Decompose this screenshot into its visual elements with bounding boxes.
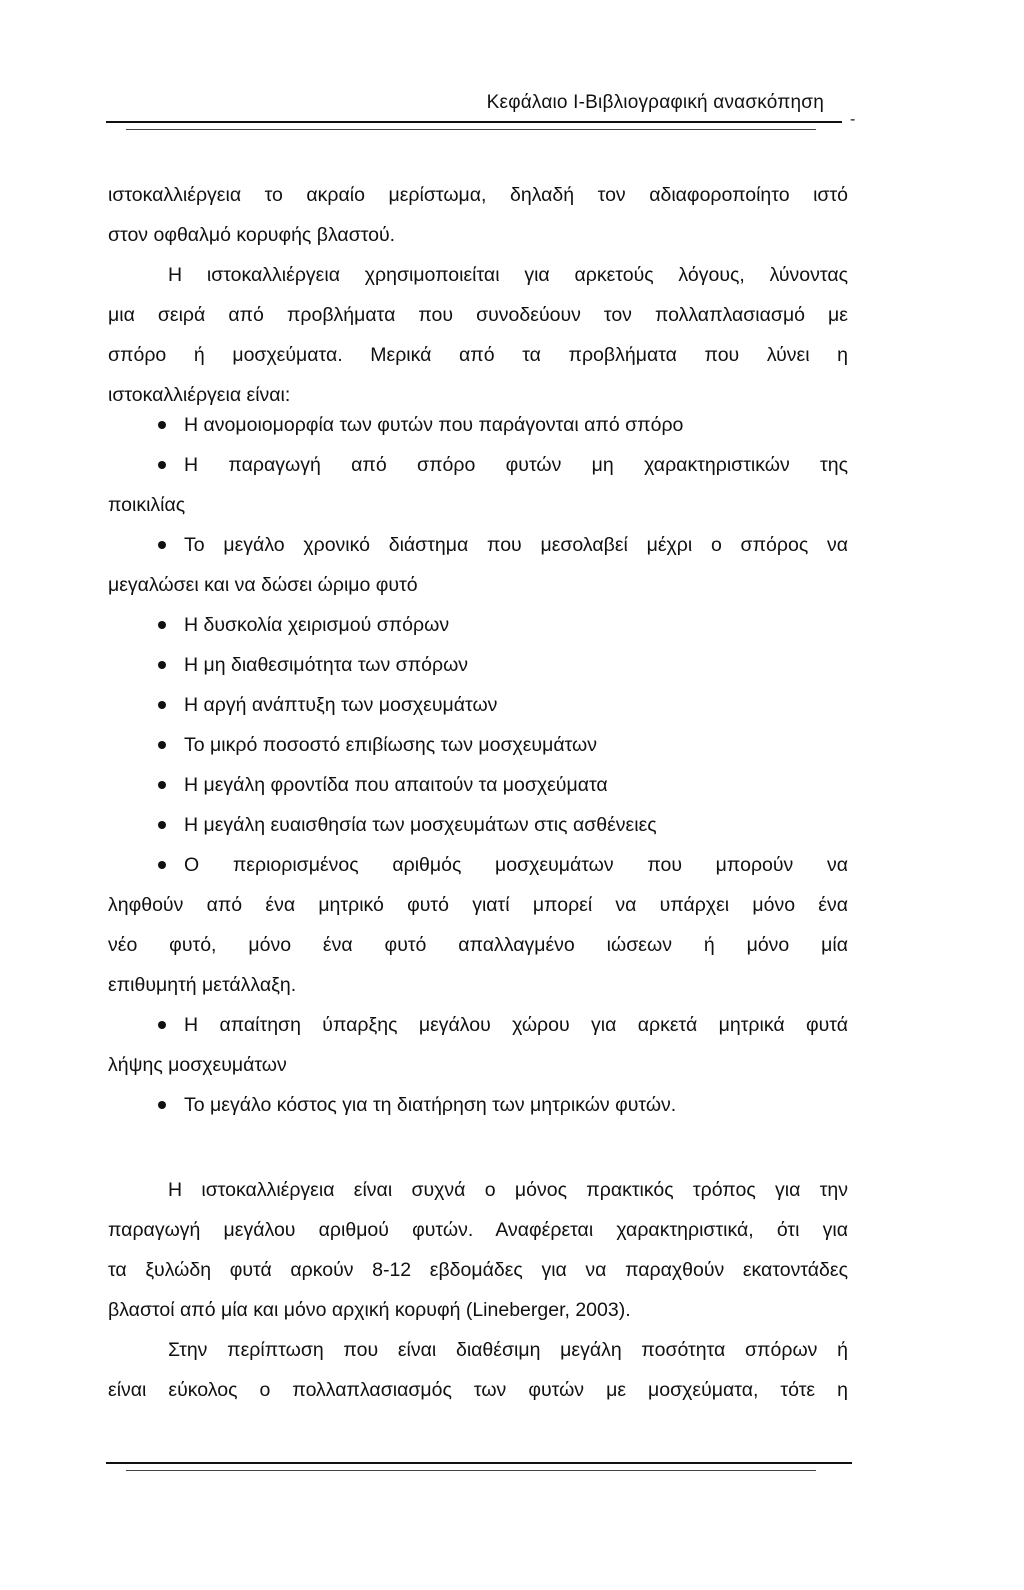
- list-item-text: Η δυσκολία χειρισμού σπόρων: [184, 614, 450, 636]
- text-line: βλαστοί από μία και μόνο αρχική κορυφή (Lineberger, 2003).: [108, 1299, 631, 1321]
- list-item: [108, 525, 848, 605]
- text-line: σπόρο ή μοσχεύματα. Μερικά από τα προβλήματα που λύνει η: [108, 344, 848, 366]
- bullet-icon: [158, 621, 166, 629]
- list-item: [108, 1005, 848, 1085]
- problems-list: [108, 405, 848, 1125]
- text-line: Η ιστοκαλλιέργεια χρησιμοποιείται για αρκετούς λόγους, λύνοντας: [168, 264, 848, 286]
- closing-paragraph: [108, 1170, 848, 1410]
- text-line: τα ξυλώδη φυτά αρκούν 8-12 εβδομάδες για να παραχθούν εκατοντάδες: [108, 1259, 848, 1281]
- bullet-icon: [158, 781, 166, 789]
- list-item-text: ποικιλίας: [108, 494, 186, 516]
- running-header: Κεφάλαιο Ι-Βιβλιογραφική ανασκόπηση: [486, 92, 824, 113]
- list-item: [108, 845, 848, 1005]
- bullet-icon: [158, 1021, 166, 1029]
- list-item: [108, 685, 848, 725]
- list-item: [108, 805, 848, 845]
- list-item: [108, 645, 848, 685]
- list-item-text: ληφθούν από ένα μητρικό φυτό γιατί μπορεί να υπάρχει μόνο ένα: [108, 894, 848, 916]
- intro-paragraph: [108, 175, 848, 415]
- header-rule: [106, 121, 842, 123]
- bullet-icon: [158, 701, 166, 709]
- list-item: [108, 405, 848, 445]
- list-item-text: Η απαίτηση ύπαρξης μεγάλου χώρου για αρκετά μητρικά φυτά: [184, 1014, 848, 1036]
- bullet-icon: [158, 1101, 166, 1109]
- header-ornament: ‐: [850, 111, 856, 128]
- text-line: ιστοκαλλιέργεια το ακραίο μερίστωμα, δηλαδή τον αδιαφοροποίητο ιστό: [108, 184, 848, 206]
- list-item-text: Η παραγωγή από σπόρο φυτών μη χαρακτηριστικών της: [184, 454, 848, 476]
- text-line: Στην περίπτωση που είναι διαθέσιμη μεγάλη ποσότητα σπόρων ή: [168, 1339, 848, 1361]
- text-line: Η ιστοκαλλιέργεια είναι συχνά ο μόνος πρακτικός τρόπος για την: [168, 1179, 848, 1201]
- footer-rule-thin: [126, 1470, 816, 1471]
- list-item: [108, 725, 848, 765]
- text-line: μια σειρά από προβλήματα που συνοδεύουν τον πολλαπλασιασμό με: [108, 304, 848, 326]
- list-item-text: επιθυμητή μετάλλαξη.: [108, 974, 297, 996]
- list-item-text: Το μικρό ποσοστό επιβίωσης των μοσχευμάτων: [184, 734, 597, 756]
- text-line: στον οφθαλμό κορυφής βλαστού.: [108, 224, 396, 246]
- list-item: [108, 1085, 848, 1125]
- header-rule-thin: [126, 129, 816, 130]
- bullet-icon: [158, 661, 166, 669]
- bullet-icon: [158, 461, 166, 469]
- list-item-text: νέο φυτό, μόνο ένα φυτό απαλλαγμένο ιώσεων ή μόνο μία: [108, 934, 848, 956]
- list-item: [108, 605, 848, 645]
- list-item: [108, 445, 848, 525]
- bullet-icon: [158, 821, 166, 829]
- list-item-text: μεγαλώσει και να δώσει ώριμο φυτό: [108, 574, 418, 596]
- list-item-text: Η ανομοιομορφία των φυτών που παράγονται από σπόρο: [184, 414, 684, 436]
- list-item: [108, 765, 848, 805]
- list-item-text: Ο περιορισμένος αριθμός μοσχευμάτων που μπορούν να: [184, 854, 848, 876]
- text-line: είναι εύκολος ο πολλαπλασιασμός των φυτών με μοσχεύματα, τότε η: [108, 1379, 848, 1401]
- text-line: παραγωγή μεγάλου αριθμού φυτών. Αναφέρεται χαρακτηριστικά, ότι για: [108, 1219, 848, 1241]
- list-item-text: Η μη διαθεσιμότητα των σπόρων: [184, 654, 469, 676]
- bullet-icon: [158, 741, 166, 749]
- bullet-icon: [158, 861, 166, 869]
- bullet-icon: [158, 541, 166, 549]
- list-item-text: Η μεγάλη φροντίδα που απαιτούν τα μοσχεύματα: [184, 774, 608, 796]
- footer-rule: [106, 1462, 852, 1464]
- list-item-text: Η μεγάλη ευαισθησία των μοσχευμάτων στις ασθένειες: [184, 814, 657, 836]
- list-item-text: Η αργή ανάπτυξη των μοσχευμάτων: [184, 694, 498, 716]
- list-item-text: λήψης μοσχευμάτων: [108, 1054, 287, 1076]
- text-line: ιστοκαλλιέργεια είναι:: [108, 384, 291, 406]
- list-item-text: Το μεγάλο χρονικό διάστημα που μεσολαβεί μέχρι ο σπόρος να: [184, 534, 848, 556]
- list-item-text: Το μεγάλο κόστος για τη διατήρηση των μητρικών φυτών.: [184, 1094, 677, 1116]
- bullet-icon: [158, 421, 166, 429]
